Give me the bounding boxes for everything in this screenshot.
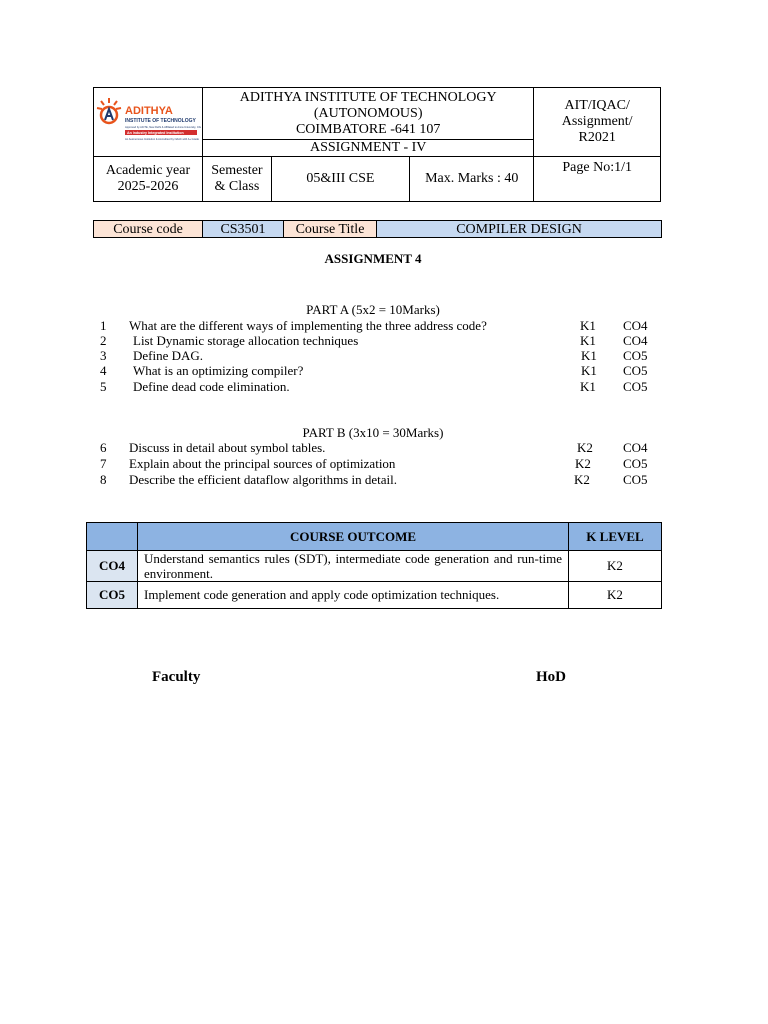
course-code-value: CS3501	[203, 221, 284, 238]
svg-text:An Autonomous Institution & Ac: An Autonomous Institution & Accredited by NAAC with A+ Grade	[124, 137, 199, 141]
academic-year-cell	[94, 157, 203, 202]
question-number: 7	[100, 456, 107, 471]
question-co: CO4	[623, 333, 648, 348]
question-k-level: K1	[580, 318, 596, 333]
question-number: 8	[100, 472, 107, 487]
semester-cell	[202, 157, 271, 202]
question-co: CO5	[623, 456, 648, 471]
outcome-k-level: K2	[569, 551, 662, 582]
part-b-heading: PART B (3x10 = 30Marks)	[302, 425, 444, 440]
semester-value: 05&III CSE	[271, 157, 409, 202]
outcome-co-code: CO4	[87, 551, 138, 582]
doc-code-line: Assignment/	[561, 114, 633, 129]
course-title-label: Course Title	[284, 221, 377, 238]
part-a-heading: PART A (5x2 = 10Marks)	[306, 302, 440, 317]
question-co: CO4	[623, 318, 648, 333]
question-text: What are the different ways of implementing the three address code?	[129, 318, 487, 333]
svg-text:INSTITUTE OF TECHNOLOGY: INSTITUTE OF TECHNOLOGY	[124, 117, 196, 124]
course-table	[93, 220, 662, 238]
hod-signature-label: HoD	[536, 669, 566, 685]
question-number: 6	[100, 440, 107, 455]
question-text: List Dynamic storage allocation techniques	[133, 333, 359, 348]
faculty-signature-label: Faculty	[152, 669, 201, 685]
question-co: CO5	[623, 363, 648, 378]
question-k-level: K2	[577, 440, 593, 455]
academic-year-value: 2025-2026	[117, 179, 179, 194]
question-k-level: K2	[574, 472, 590, 487]
svg-text:ADITHYA: ADITHYA	[124, 104, 173, 117]
outcome-header-blank	[87, 523, 138, 551]
page-no: Page No:1/1	[534, 157, 661, 202]
outcome-text: Understand semantics rules (SDT), intermediate code generation and run-time environment.	[138, 551, 569, 582]
doc-code-cell	[534, 88, 661, 157]
course-outcome-table	[86, 522, 662, 609]
question-number: 4	[100, 363, 107, 378]
semester-label: & Class	[214, 179, 260, 194]
assignment-title: ASSIGNMENT 4	[324, 251, 422, 266]
outcome-header-title: COURSE OUTCOME	[138, 523, 569, 551]
question-number: 1	[100, 318, 107, 333]
question-number: 5	[100, 379, 107, 394]
course-code-label: Course code	[94, 221, 203, 238]
question-k-level: K1	[580, 333, 596, 348]
question-number: 3	[100, 348, 107, 363]
header-table	[93, 87, 661, 202]
doc-code-line: R2021	[578, 130, 616, 145]
question-number: 2	[100, 333, 107, 348]
question-k-level: K1	[581, 348, 597, 363]
institution-address: COIMBATORE -641 107	[295, 121, 441, 137]
question-k-level: K2	[575, 456, 591, 471]
outcome-k-level: K2	[569, 582, 662, 609]
question-text: Define dead code elimination.	[133, 379, 290, 394]
institution-name: ADITHYA INSTITUTE OF TECHNOLOGY	[239, 89, 497, 105]
question-co: CO5	[623, 348, 648, 363]
logo-cell	[94, 88, 203, 157]
semester-label: Semester	[211, 163, 263, 178]
question-text: Discuss in detail about symbol tables.	[129, 440, 326, 455]
course-title-value: COMPILER DESIGN	[377, 221, 662, 238]
question-text: Explain about the principal sources of optimization	[129, 456, 396, 471]
academic-year-label: Academic year	[105, 163, 191, 178]
outcome-header-klevel: K LEVEL	[569, 523, 662, 551]
institution-status: (AUTONOMOUS)	[313, 105, 423, 121]
question-text: Describe the efficient dataflow algorithms in detail.	[129, 472, 397, 487]
institution-name-cell	[202, 88, 533, 140]
outcome-co-code: CO5	[87, 582, 138, 609]
question-co: CO5	[623, 379, 648, 394]
question-co: CO5	[623, 472, 648, 487]
outcome-text: Implement code generation and apply code optimization techniques.	[138, 582, 569, 609]
svg-text:Approved by AICTE, New Delhi &: Approved by AICTE, New Delhi & Affiliated to Anna University, Chennai	[124, 125, 201, 129]
question-text: What is an optimizing compiler?	[133, 363, 304, 378]
question-co: CO4	[623, 440, 648, 455]
doc-code-line: AIT/IQAC/	[564, 98, 630, 113]
question-k-level: K1	[581, 363, 597, 378]
assignment-label: ASSIGNMENT - IV	[202, 140, 533, 157]
institute-logo	[95, 94, 201, 146]
max-marks: Max. Marks : 40	[410, 157, 534, 202]
question-text: Define DAG.	[133, 348, 204, 363]
svg-text:An Industry Integrated Institu: An Industry Integrated Institution	[126, 130, 184, 135]
question-k-level: K1	[580, 379, 596, 394]
